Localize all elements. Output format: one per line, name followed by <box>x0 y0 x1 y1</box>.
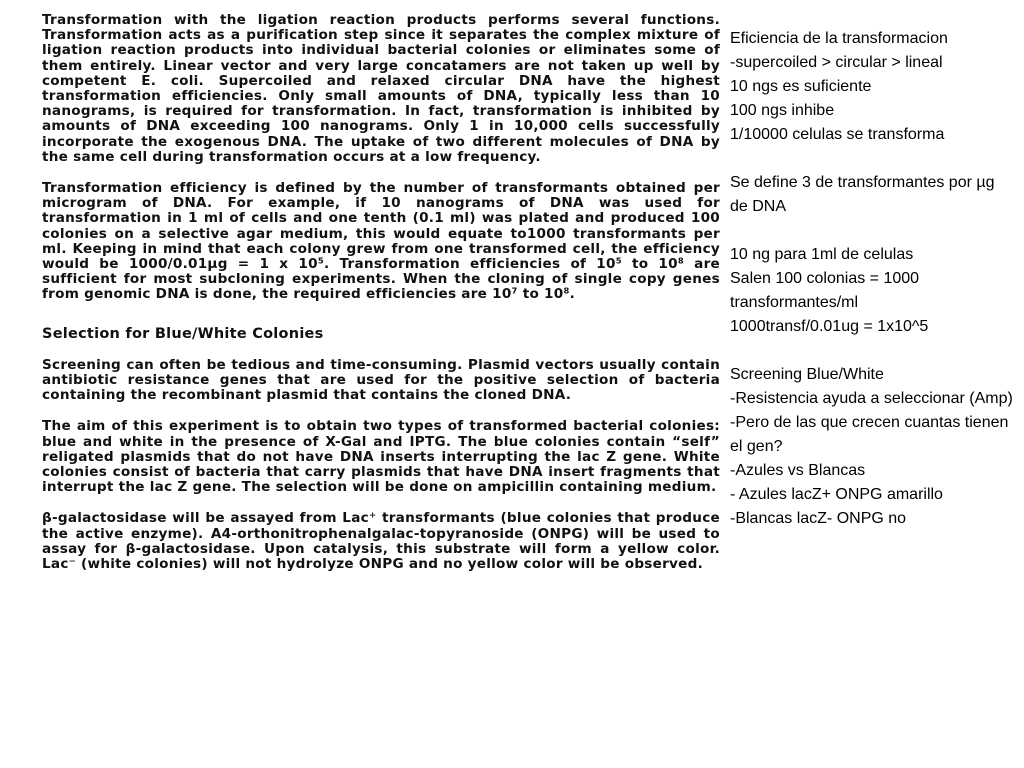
note-line: -Azules vs Blancas <box>730 462 866 479</box>
note-line: -supercoiled > circular > lineal <box>730 54 943 71</box>
paragraph-beta-galactosidase: β-galactosidase will be assayed from Lac⁺ transformants (blue colonies that produce the active enzyme). A4-orthonitrophenalgalac-topyranoside (ONPG) will be used to assay for β-galactosidase. Upon catalysis, this substrate will form a yellow color. Lac⁻ (white colonies) will not hydrolyze ONPG and no yellow color will be observed. <box>42 510 720 573</box>
note-line: 1/10000 celulas se transforma <box>730 126 945 143</box>
note-line: Screening Blue/White <box>730 366 884 383</box>
note-line: Se define 3 de transformantes por µg de DNA <box>730 174 995 215</box>
note-line: 1000transf/0.01ug = 1x10^5 <box>730 318 929 335</box>
note-line: 10 ngs es suficiente <box>730 78 872 95</box>
note-spacer <box>730 339 1015 363</box>
note-line: -Pero de las que crecen cuantas tienen el gen? <box>730 414 1009 455</box>
notes-column <box>730 27 1015 531</box>
note-spacer <box>730 219 1015 243</box>
paragraph-transformation-functions: Transformation with the ligation reaction products performs several functions. Transformation acts as a purification step since it separates the complex mixture of ligation reaction products into individual bacterial colonies or eliminates some of them entirely. Linear vector and very large concatamers are not taken up well by competent E. coli. Supercoiled and relaxed circular DNA have the highest transformation efficiencies. Only small amounts of DNA, typically less than 10 nanograms, is required for transformation. In fact, transformation is inhibited by amounts of DNA exceeding 100 nanograms. Only 1 in 10,000 cells successfully incorporate the exogenous DNA. The uptake of two different molecules of DNA by the same cell during transformation occurs at a low frequency. <box>42 12 720 165</box>
paragraph-screening: Screening can often be tedious and time-consuming. Plasmid vectors usually contain antibiotic resistance genes that are used for the positive selection of bacteria containing the recombinant plasmid that contains the cloned DNA. <box>42 356 720 404</box>
paragraph-transformation-efficiency: Transformation efficiency is defined by the number of transformants obtained per microgram of DNA. For example, if 10 nanograms of DNA was used for transformation in 1 ml of cells and one tenth (0.1 ml) was plated and produced 100 colonies on a selective agar medium, this would equate to1000 transformants per ml. Keeping in mind that each colony grew from one transformed cell, the efficiency would be 1000/0.01µg = 1 x 10⁵. Transformation efficiencies of 10⁵ to 10⁸ are sufficient for most subcloning experiments. When the cloning of single copy genes from genomic DNA is done, the required efficiencies are 10⁷ to 10⁸. <box>42 180 720 303</box>
note-line: -Blancas lacZ- ONPG no <box>730 510 907 527</box>
note-line: 100 ngs inhibe <box>730 102 835 119</box>
scanned-text-column <box>42 13 720 572</box>
note-line: Eficiencia de la transformacion <box>730 30 948 47</box>
note-line: 10 ng para 1ml de celulas <box>730 246 914 263</box>
section-heading: Selection for Blue/White Colonies <box>42 325 324 342</box>
paragraph-experiment-aim: The aim of this experiment is to obtain two types of transformed bacterial colonies: blue and white in the presence of X-Gal and IPTG. The blue colonies contain “self” religated plasmids that do not have DNA inserts interrupting the lac Z gene. White colonies consist of bacteria that carry plasmids that have DNA insert fragments that interrupt the lac Z gene. The selection will be done on ampicillin containing medium. <box>42 418 720 496</box>
note-line: Salen 100 colonias = 1000 transformantes/ml <box>730 270 920 311</box>
note-spacer <box>730 147 1015 171</box>
note-line: -Resistencia ayuda a seleccionar (Amp) <box>730 390 1013 407</box>
note-line: - Azules lacZ+ ONPG amarillo <box>730 486 943 503</box>
